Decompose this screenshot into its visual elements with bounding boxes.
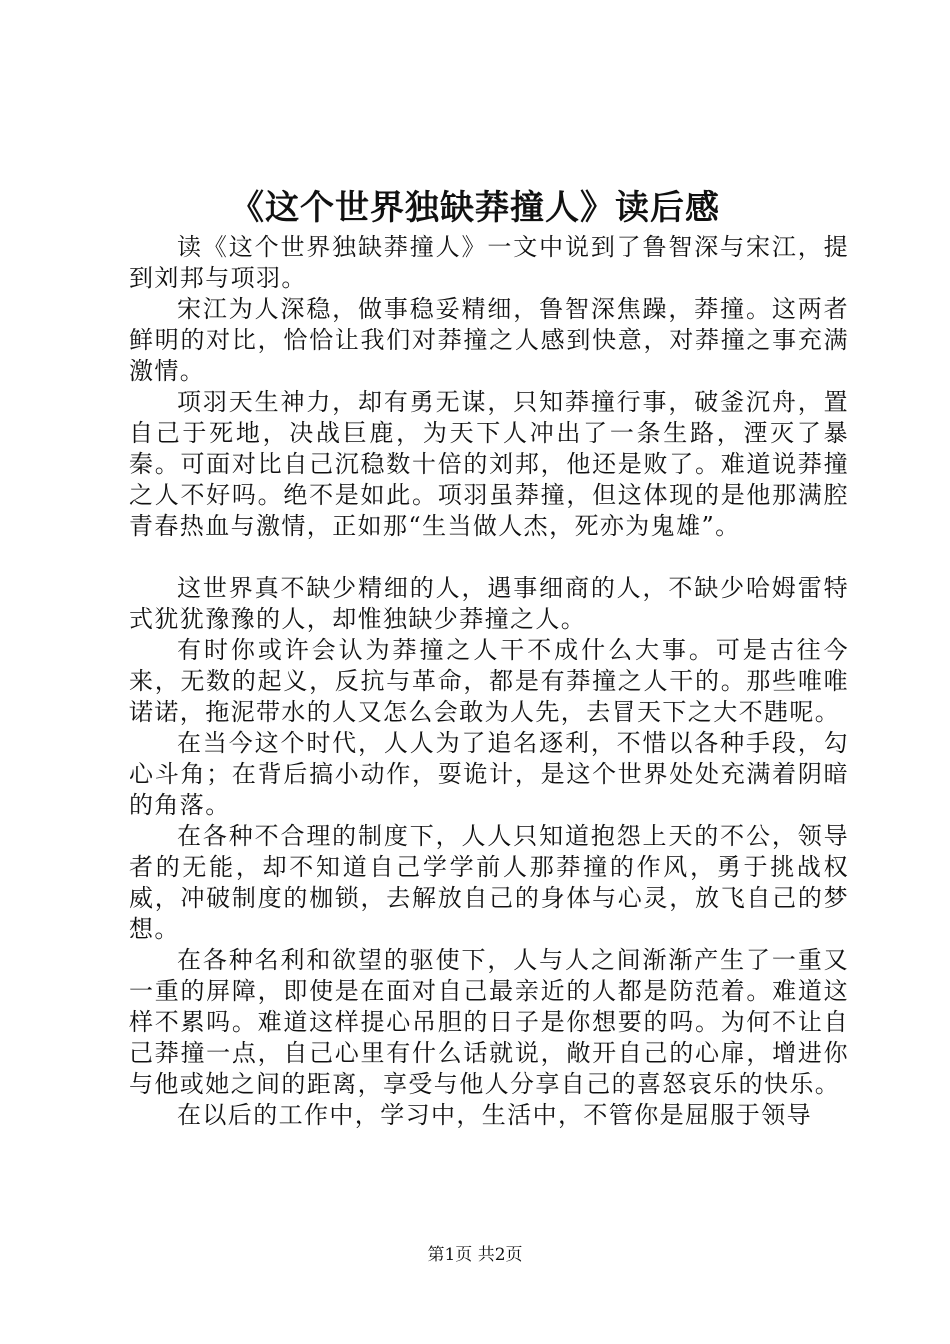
paragraph-7: 在各种不合理的制度下，人人只知道抱怨上天的不公，领导者的无能，却不知道自己学学前人那莽撞的作风，勇于挑战权威，冲破制度的枷锁，去解放自己的身体与心灵，放飞自己的梦想。 (129, 822, 849, 943)
page-number-footer: 第1页 共2页 (427, 1245, 523, 1265)
document-body (129, 232, 849, 1131)
paragraph-4: 这世界真不缺少精细的人，遇事细商的人，不缺少哈姆雷特式犹犹豫豫的人，却惟独缺少莽撞之人。 (129, 574, 849, 633)
document-title: 《这个世界独缺莽撞人》读后感 (230, 188, 720, 228)
paragraph-6: 在当今这个时代，人人为了追名逐利，不惜以各种手段，勾心斗角；在背后搞小动作，耍诡计，是这个世界处处充满着阴暗的角落。 (129, 729, 849, 819)
paragraph-2: 宋江为人深稳，做事稳妥精细，鲁智深焦躁，莽撞。这两者鲜明的对比，恰恰让我们对莽撞之人感到快意，对莽撞之事充满激情。 (129, 295, 849, 385)
paragraph-8: 在各种名利和欲望的驱使下，人与人之间渐渐产生了一重又一重的屏障，即使是在面对自己最亲近的人都是防范着。难道这样不累吗。难道这样提心吊胆的日子是你想要的吗。为何不让自己莽撞一点，自己心里有什么话就说，敞开自己的心扉，增进你与他或她之间的距离，享受与他人分享自己的喜怒哀乐的快乐。 (129, 946, 849, 1098)
paragraph-1: 读《这个世界独缺莽撞人》一文中说到了鲁智深与宋江，提到刘邦与项羽。 (129, 233, 849, 292)
paragraph-9: 在以后的工作中，学习中，生活中，不管你是屈服于领导 (177, 1101, 812, 1129)
paragraph-3: 项羽天生神力，却有勇无谋，只知莽撞行事，破釜沉舟，置自己于死地，决战巨鹿，为天下人冲出了一条生路，湮灭了暴秦。可面对比自己沉稳数十倍的刘邦，他还是败了。难道说莽撞之人不好吗。绝不是如此。项羽虽莽撞，但这体现的是他那满腔青春热血与激情，正如那“生当做人杰，死亦为鬼雄”。 (129, 388, 849, 540)
paragraph-5: 有时你或许会认为莽撞之人干不成什么大事。可是古往今来，无数的起义，反抗与革命，都是有莽撞之人干的。那些唯唯诺诺，拖泥带水的人又怎么会敢为人先，去冒天下之大不韪呢。 (129, 636, 849, 726)
